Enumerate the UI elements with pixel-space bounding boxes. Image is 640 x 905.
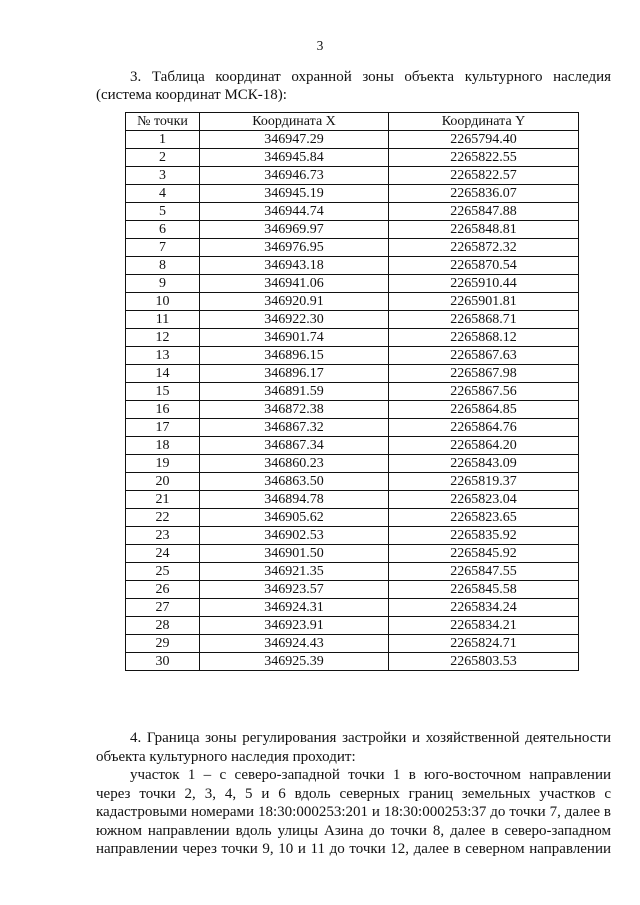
cell-point-number: 6 xyxy=(126,221,200,239)
cell-coordinate-y: 2265848.81 xyxy=(389,221,579,239)
cell-point-number: 19 xyxy=(126,455,200,473)
cell-coordinate-x: 346920.91 xyxy=(200,293,389,311)
table-row xyxy=(126,383,579,401)
section-4-line-1: 4. Граница зоны регулирования застройки и хозяйственной деятельности xyxy=(130,730,611,746)
cell-coordinate-x: 346944.74 xyxy=(200,203,389,221)
table-row xyxy=(126,545,579,563)
cell-coordinate-y: 2265868.12 xyxy=(389,329,579,347)
section-4-line-7: направлении через точки 9, 10 и 11 до точки 12, далее в северном направлении xyxy=(96,841,611,857)
coordinates-table xyxy=(125,112,579,671)
cell-coordinate-y: 2265836.07 xyxy=(389,185,579,203)
table-row xyxy=(126,437,579,455)
cell-point-number: 14 xyxy=(126,365,200,383)
section-4-line-3: участок 1 – с северо-западной точки 1 в юго-восточном направлении xyxy=(130,767,611,783)
cell-coordinate-y: 2265901.81 xyxy=(389,293,579,311)
cell-coordinate-y: 2265845.92 xyxy=(389,545,579,563)
page-number: 3 xyxy=(316,38,324,53)
table-row xyxy=(126,365,579,383)
table-row xyxy=(126,653,579,671)
cell-coordinate-x: 346867.34 xyxy=(200,437,389,455)
cell-point-number: 5 xyxy=(126,203,200,221)
cell-point-number: 21 xyxy=(126,491,200,509)
cell-point-number: 20 xyxy=(126,473,200,491)
section-4-line-2: объекта культурного наследия проходит: xyxy=(96,748,356,765)
table-row xyxy=(126,329,579,347)
cell-point-number: 12 xyxy=(126,329,200,347)
cell-point-number: 9 xyxy=(126,275,200,293)
cell-coordinate-y: 2265867.56 xyxy=(389,383,579,401)
cell-coordinate-y: 2265794.40 xyxy=(389,131,579,149)
table-row xyxy=(126,491,579,509)
cell-coordinate-x: 346860.23 xyxy=(200,455,389,473)
table-row xyxy=(126,203,579,221)
table-row xyxy=(126,257,579,275)
table-row xyxy=(126,185,579,203)
cell-coordinate-y: 2265819.37 xyxy=(389,473,579,491)
table-row xyxy=(126,221,579,239)
cell-coordinate-x: 346896.15 xyxy=(200,347,389,365)
cell-point-number: 1 xyxy=(126,131,200,149)
table-row xyxy=(126,239,579,257)
cell-coordinate-y: 2265847.55 xyxy=(389,563,579,581)
cell-coordinate-y: 2265803.53 xyxy=(389,653,579,671)
section-3-heading-line-1: 3. Таблица координат охранной зоны объекта культурного наследия xyxy=(130,69,611,85)
cell-coordinate-x: 346901.50 xyxy=(200,545,389,563)
cell-coordinate-x: 346945.19 xyxy=(200,185,389,203)
table-row xyxy=(126,149,579,167)
section-3-heading xyxy=(96,68,611,104)
section-3-heading-line-2: (система координат МСК-18): xyxy=(96,87,287,103)
table-row xyxy=(126,131,579,149)
cell-coordinate-y: 2265870.54 xyxy=(389,257,579,275)
header-coordinate-y: Координата Y xyxy=(389,113,579,131)
cell-coordinate-x: 346924.31 xyxy=(200,599,389,617)
cell-coordinate-y: 2265864.76 xyxy=(389,419,579,437)
cell-coordinate-y: 2265864.20 xyxy=(389,437,579,455)
cell-coordinate-x: 346902.53 xyxy=(200,527,389,545)
cell-point-number: 30 xyxy=(126,653,200,671)
cell-coordinate-x: 346863.50 xyxy=(200,473,389,491)
cell-point-number: 24 xyxy=(126,545,200,563)
cell-point-number: 11 xyxy=(126,311,200,329)
cell-coordinate-y: 2265864.85 xyxy=(389,401,579,419)
cell-coordinate-x: 346925.39 xyxy=(200,653,389,671)
cell-coordinate-x: 346894.78 xyxy=(200,491,389,509)
section-4-line-5: кадастровыми номерами 18:30:000253:201 и 18:30:000253:37 до точки 7, далее в xyxy=(96,804,611,820)
cell-point-number: 27 xyxy=(126,599,200,617)
cell-point-number: 17 xyxy=(126,419,200,437)
cell-coordinate-y: 2265843.09 xyxy=(389,455,579,473)
table-row xyxy=(126,473,579,491)
cell-point-number: 18 xyxy=(126,437,200,455)
header-point-number: № точки xyxy=(126,113,200,131)
cell-coordinate-y: 2265872.32 xyxy=(389,239,579,257)
cell-coordinate-x: 346901.74 xyxy=(200,329,389,347)
cell-coordinate-x: 346945.84 xyxy=(200,149,389,167)
table-row xyxy=(126,167,579,185)
cell-coordinate-x: 346941.06 xyxy=(200,275,389,293)
cell-point-number: 4 xyxy=(126,185,200,203)
cell-coordinate-x: 346867.32 xyxy=(200,419,389,437)
cell-coordinate-y: 2265834.24 xyxy=(389,599,579,617)
cell-coordinate-x: 346872.38 xyxy=(200,401,389,419)
cell-coordinate-y: 2265835.92 xyxy=(389,527,579,545)
cell-coordinate-x: 346905.62 xyxy=(200,509,389,527)
cell-coordinate-x: 346976.95 xyxy=(200,239,389,257)
cell-point-number: 13 xyxy=(126,347,200,365)
coordinates-table-body xyxy=(126,131,579,671)
table-row xyxy=(126,311,579,329)
section-4-text xyxy=(96,729,611,859)
cell-coordinate-y: 2265824.71 xyxy=(389,635,579,653)
cell-coordinate-x: 346922.30 xyxy=(200,311,389,329)
table-row xyxy=(126,617,579,635)
table-row xyxy=(126,563,579,581)
cell-point-number: 16 xyxy=(126,401,200,419)
table-row xyxy=(126,455,579,473)
cell-point-number: 23 xyxy=(126,527,200,545)
table-row xyxy=(126,509,579,527)
table-row xyxy=(126,635,579,653)
table-row xyxy=(126,581,579,599)
cell-coordinate-y: 2265822.57 xyxy=(389,167,579,185)
table-header-row xyxy=(126,113,579,131)
cell-point-number: 10 xyxy=(126,293,200,311)
cell-coordinate-y: 2265847.88 xyxy=(389,203,579,221)
cell-coordinate-y: 2265834.21 xyxy=(389,617,579,635)
cell-coordinate-x: 346921.35 xyxy=(200,563,389,581)
cell-coordinate-y: 2265823.65 xyxy=(389,509,579,527)
cell-coordinate-x: 346946.73 xyxy=(200,167,389,185)
cell-coordinate-x: 346896.17 xyxy=(200,365,389,383)
cell-coordinate-x: 346923.91 xyxy=(200,617,389,635)
table-row xyxy=(126,293,579,311)
cell-point-number: 8 xyxy=(126,257,200,275)
cell-point-number: 22 xyxy=(126,509,200,527)
section-4-line-4: через точки 2, 3, 4, 5 и 6 вдоль северных границ земельных участков с xyxy=(96,785,611,802)
cell-coordinate-x: 346924.43 xyxy=(200,635,389,653)
cell-coordinate-y: 2265910.44 xyxy=(389,275,579,293)
cell-coordinate-x: 346891.59 xyxy=(200,383,389,401)
cell-coordinate-x: 346923.57 xyxy=(200,581,389,599)
cell-coordinate-y: 2265867.63 xyxy=(389,347,579,365)
table-row xyxy=(126,275,579,293)
cell-point-number: 3 xyxy=(126,167,200,185)
cell-coordinate-x: 346943.18 xyxy=(200,257,389,275)
cell-coordinate-y: 2265845.58 xyxy=(389,581,579,599)
table-row xyxy=(126,347,579,365)
cell-point-number: 2 xyxy=(126,149,200,167)
cell-coordinate-y: 2265822.55 xyxy=(389,149,579,167)
cell-point-number: 25 xyxy=(126,563,200,581)
cell-point-number: 28 xyxy=(126,617,200,635)
header-coordinate-x: Координата X xyxy=(200,113,389,131)
cell-coordinate-x: 346969.97 xyxy=(200,221,389,239)
cell-point-number: 29 xyxy=(126,635,200,653)
table-row xyxy=(126,401,579,419)
cell-point-number: 15 xyxy=(126,383,200,401)
cell-point-number: 7 xyxy=(126,239,200,257)
section-4-line-6: южном направлении вдоль улицы Азина до точки 8, далее в северо-западном xyxy=(96,822,611,839)
cell-coordinate-y: 2265823.04 xyxy=(389,491,579,509)
table-row xyxy=(126,419,579,437)
table-row xyxy=(126,527,579,545)
cell-coordinate-y: 2265868.71 xyxy=(389,311,579,329)
table-row xyxy=(126,599,579,617)
cell-coordinate-x: 346947.29 xyxy=(200,131,389,149)
cell-coordinate-y: 2265867.98 xyxy=(389,365,579,383)
cell-point-number: 26 xyxy=(126,581,200,599)
